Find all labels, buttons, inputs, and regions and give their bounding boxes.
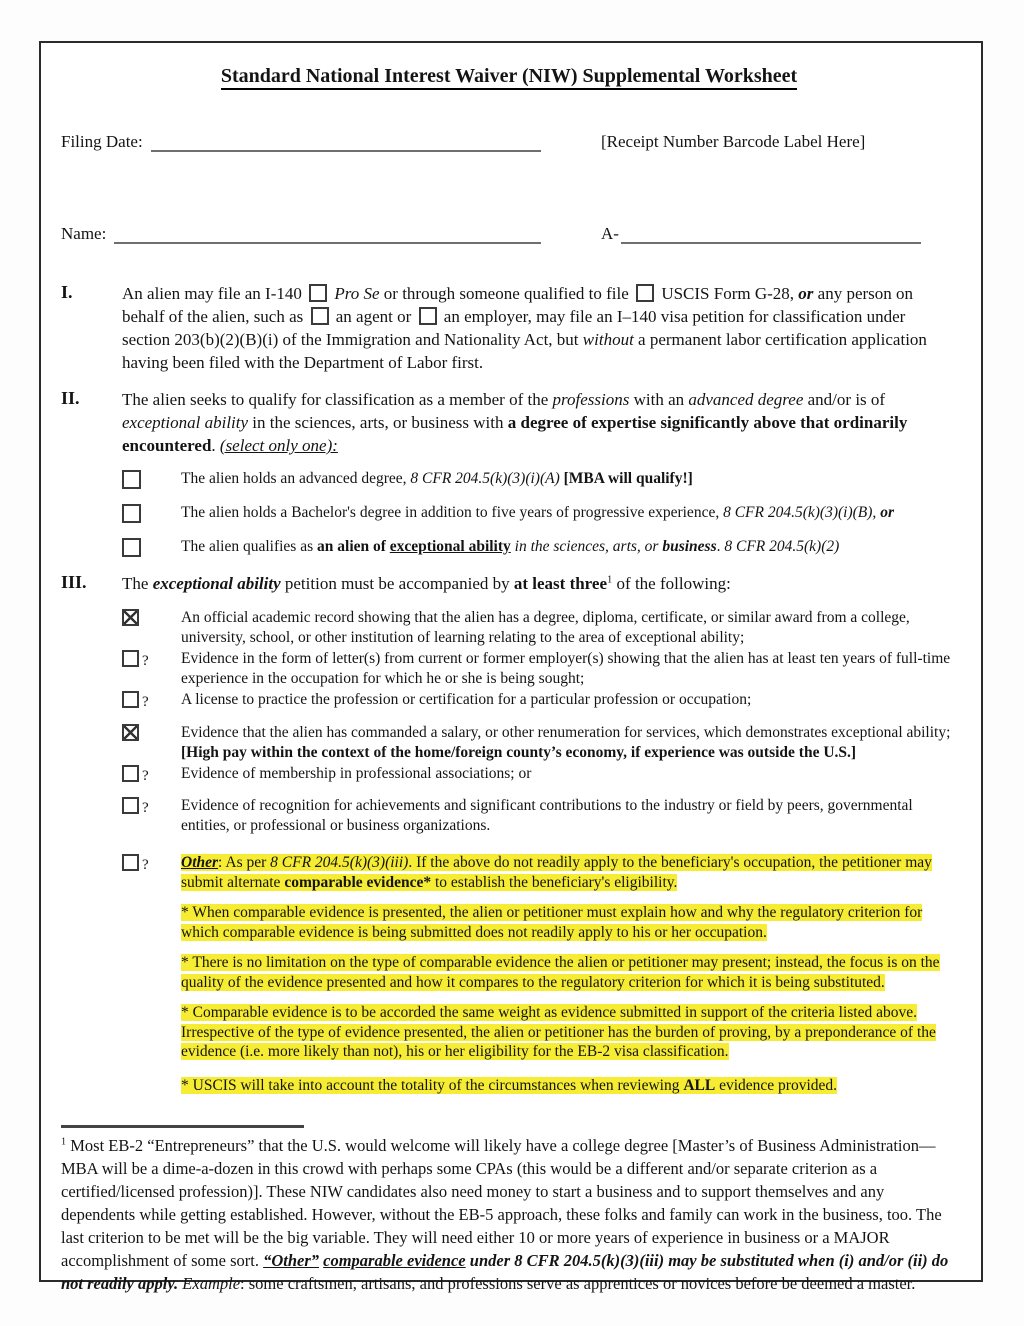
text-run: or <box>798 284 814 303</box>
criterion-row <box>122 764 957 785</box>
footnote-separator <box>61 1125 304 1128</box>
salary-evidence-checkbox[interactable] <box>122 724 139 741</box>
text-run: Evidence that the alien has commanded a salary, or other renumeration for services, which demonstrates exceptional ability; <box>181 724 951 741</box>
question-mark: ? <box>142 857 149 873</box>
name-input-line[interactable] <box>114 240 541 244</box>
text-run: The alien seeks to qualify for classification as a member of the <box>122 390 553 409</box>
other-evidence-checkbox[interactable] <box>122 854 139 871</box>
degree-option-row <box>122 469 957 492</box>
text-run: [High pay within the context of the home/foreign county’s economy, if experience was outside the U.S.] <box>181 743 857 761</box>
text-run: 1 <box>607 574 613 586</box>
text-run: with an <box>629 390 689 409</box>
text-run: any person on behalf of the alien, such as <box>122 284 914 326</box>
text-run: Evidence of membership in professional associations; or <box>181 765 532 782</box>
text-run: in the sciences, arts, or <box>514 538 663 555</box>
text-run: 1 <box>61 1136 67 1148</box>
question-mark: ? <box>142 768 149 784</box>
filing-date-row <box>61 132 957 152</box>
text-run: 8 CFR 204.5(k)(3)(i)(B), <box>723 504 881 521</box>
recognition-checkbox[interactable] <box>122 797 139 814</box>
text-run: USCIS Form G-28, <box>657 284 799 303</box>
comparable-evidence-note <box>181 1003 957 1062</box>
criterion-text <box>181 853 957 892</box>
text-run: to establish the beneficiary's eligibility. <box>431 873 678 891</box>
text-run: * When comparable evidence is presented, the alien or petitioner must explain how and why the regulatory criterion for which comparable evidence is being submitted does not readily apply to his or her occupation. <box>181 904 923 941</box>
section-ii-intro <box>122 388 957 457</box>
question-mark: ? <box>142 694 149 710</box>
text-run: 8 CFR 204.5(k)(3)(i)(A) <box>410 470 560 487</box>
text-run: petition must be accompanied by <box>280 574 514 593</box>
option-text <box>181 503 957 526</box>
receipt-barcode-placeholder: [Receipt Number Barcode Label Here] <box>601 132 866 151</box>
academic-record-checkbox[interactable] <box>122 609 139 626</box>
section-iii <box>61 572 957 595</box>
inline-checkbox[interactable] <box>311 307 329 325</box>
text-run: a degree of expertise significantly above that ordinarily encountered <box>122 413 908 455</box>
name-label: Name: <box>61 224 107 243</box>
section-i <box>61 282 957 374</box>
text-run: professions <box>552 390 630 409</box>
text-run: . If the above do not readily apply to the beneficiary's occupation, the petitioner may submit alternate <box>181 854 932 891</box>
criterion-text <box>181 723 957 762</box>
criterion-text <box>181 608 957 647</box>
text-run: A license to practice the profession or certification for a particular profession or occupation; <box>181 691 752 708</box>
criterion-row <box>122 796 957 835</box>
a-number-prefix: A- <box>601 224 619 243</box>
text-run: (select only one): <box>219 436 338 455</box>
footnote-text <box>61 1134 957 1295</box>
advanced-degree-checkbox[interactable] <box>122 470 141 489</box>
criterion-row <box>122 690 957 711</box>
text-run: “Other” <box>263 1251 320 1270</box>
text-run: * USCIS will take into account the totality of the circumstances when reviewing <box>181 1076 684 1094</box>
text-run: 8 CFR 204.5(k)(3)(iii) <box>270 854 409 871</box>
text-run: at least three <box>513 574 608 593</box>
text-run: Pro Se <box>334 284 380 303</box>
comparable-evidence-note <box>181 953 957 992</box>
text-run: . <box>211 436 220 455</box>
section-ii <box>61 388 957 457</box>
filing-date-label: Filing Date: <box>61 132 143 151</box>
text-run: exceptional ability <box>152 574 281 593</box>
option-text <box>181 469 957 492</box>
membership-checkbox[interactable] <box>122 765 139 782</box>
criterion-text <box>181 649 957 688</box>
text-run: ALL <box>683 1076 716 1094</box>
text-run: and/or is of <box>803 390 886 409</box>
filing-date-input-line[interactable] <box>151 148 541 152</box>
text-run: under 8 CFR 204.5(k)(3)(iii) may be substituted when (i) and/or (ii) do not readily apply. <box>61 1251 949 1293</box>
text-run: Other <box>181 854 219 871</box>
text-run: business <box>662 538 717 555</box>
inline-checkbox[interactable] <box>419 307 437 325</box>
page-title-text: Standard National Interest Waiver (NIW) Supplemental Worksheet <box>221 65 797 90</box>
text-run: exceptional ability <box>122 413 249 432</box>
text-run: an alien of <box>317 538 390 555</box>
employer-letters-checkbox[interactable] <box>122 650 139 667</box>
question-mark: ? <box>142 800 149 816</box>
worksheet-page <box>39 41 983 1293</box>
text-run: exceptional ability <box>389 538 511 555</box>
criterion-row <box>122 723 957 762</box>
comparable-evidence-note <box>181 1076 957 1096</box>
criterion-text <box>181 764 957 785</box>
text-run: An alien may file an I-140 <box>122 284 307 303</box>
text-run: The <box>122 574 153 593</box>
text-run: Evidence of recognition for achievements and significant contributions to the industry or field by peers, governmental entities, or professional or business organizations. <box>181 797 913 834</box>
text-run: or through someone qualified to file <box>379 284 634 303</box>
text-run: advanced degree <box>688 390 804 409</box>
text-run: a permanent labor certification application having been filed with the Department of Labor first. <box>122 330 927 372</box>
text-run: an agent or <box>331 307 416 326</box>
section-i-numeral: I. <box>61 282 73 302</box>
section-ii-numeral: II. <box>61 388 80 408</box>
text-run: an employer, may file an I–140 visa petition for classification under section 203(b)(2)(B)(i) of the Immigration and Nationality Act, but <box>122 307 906 349</box>
text-run: : As per <box>218 854 271 871</box>
text-run: * There is no limitation on the type of comparable evidence the alien or petitioner may present; instead, the focus is on the quality of the evidence presented and how it compares to the regulatory criterion for which it is being substituted. <box>181 954 940 991</box>
text-run: or <box>880 504 894 521</box>
text-run: of the following: <box>612 574 731 593</box>
text-run: . <box>716 538 725 555</box>
degree-option-row <box>122 503 957 526</box>
bachelors-experience-checkbox[interactable] <box>122 504 141 523</box>
name-row <box>61 224 957 244</box>
text-run: An official academic record showing that the alien has a degree, diploma, certificate, or similar award from a college, university, school, or other institution of learning relating to the area of exceptional ability; <box>181 609 910 646</box>
inline-checkbox[interactable] <box>636 284 654 302</box>
question-mark: ? <box>142 653 149 669</box>
section-iii-intro <box>122 572 957 595</box>
degree-option-row <box>122 537 957 560</box>
criterion-text <box>181 690 957 711</box>
text-run: comparable evidence* <box>284 873 432 891</box>
inline-checkbox[interactable] <box>309 284 327 302</box>
criterion-row <box>122 608 957 647</box>
text-run: 8 CFR 204.5(k)(2) <box>724 538 840 555</box>
text-run: Most EB-2 “Entrepreneurs” that the U.S. would welcome will likely have a college degree [Master’s of Business Administration—MBA will be a dime-a-dozen in this crowd with perhaps some CPAs (this would be a different and/or separate criterion as a certified/licensed profession)]. These NIW candidates also need money to start a business and to support themselves and any dependents while getting established. However, without the EB-5 approach, these folks and family can work in the business, too. The last criterion to be met will be the big variable. They will need either 10 or more years of experience in business or a MAJOR accomplishment of some sort. <box>61 1136 942 1270</box>
text-run: in the sciences, arts, or business with <box>248 413 508 432</box>
text-run: The alien qualifies as <box>181 538 318 555</box>
text-run: Example <box>182 1274 241 1293</box>
license-checkbox[interactable] <box>122 691 139 708</box>
section-iii-numeral: III. <box>61 572 87 592</box>
text-run: comparable evidence <box>323 1251 466 1270</box>
criterion-row <box>122 649 957 688</box>
text-run: The alien holds an advanced degree, <box>181 470 411 487</box>
text-run: The alien holds a Bachelor's degree in addition to five years of progressive experience, <box>181 504 724 521</box>
text-run: Evidence in the form of letter(s) from current or former employer(s) showing that the alien has at least ten years of full-time experience in the occupation for which he or she is being sought; <box>181 650 951 687</box>
page-title <box>61 65 957 88</box>
a-number-input-line[interactable] <box>621 240 921 244</box>
text-run: without <box>582 330 634 349</box>
criterion-text <box>181 796 957 835</box>
criterion-row-other <box>122 853 957 892</box>
text-run: * Comparable evidence is to be accorded the same weight as evidence submitted in support of the criteria listed above. Irrespective of the type of evidence presented, the alien or petitioner has the burden of proving, by a preponderance of the evidence (i.e. more likely than not), his or her eligibility for the EB-2 visa classification. <box>181 1004 936 1060</box>
text-run: evidence provided. <box>715 1076 838 1094</box>
text-run: : some craftsmen, artisans, and professions serve as apprentices or novices before be deemed a master. <box>240 1274 916 1293</box>
section-i-text <box>122 282 957 374</box>
comparable-evidence-note <box>181 903 957 942</box>
option-text <box>181 537 957 560</box>
text-run: [MBA will qualify!] <box>563 470 693 487</box>
exceptional-ability-checkbox[interactable] <box>122 538 141 557</box>
